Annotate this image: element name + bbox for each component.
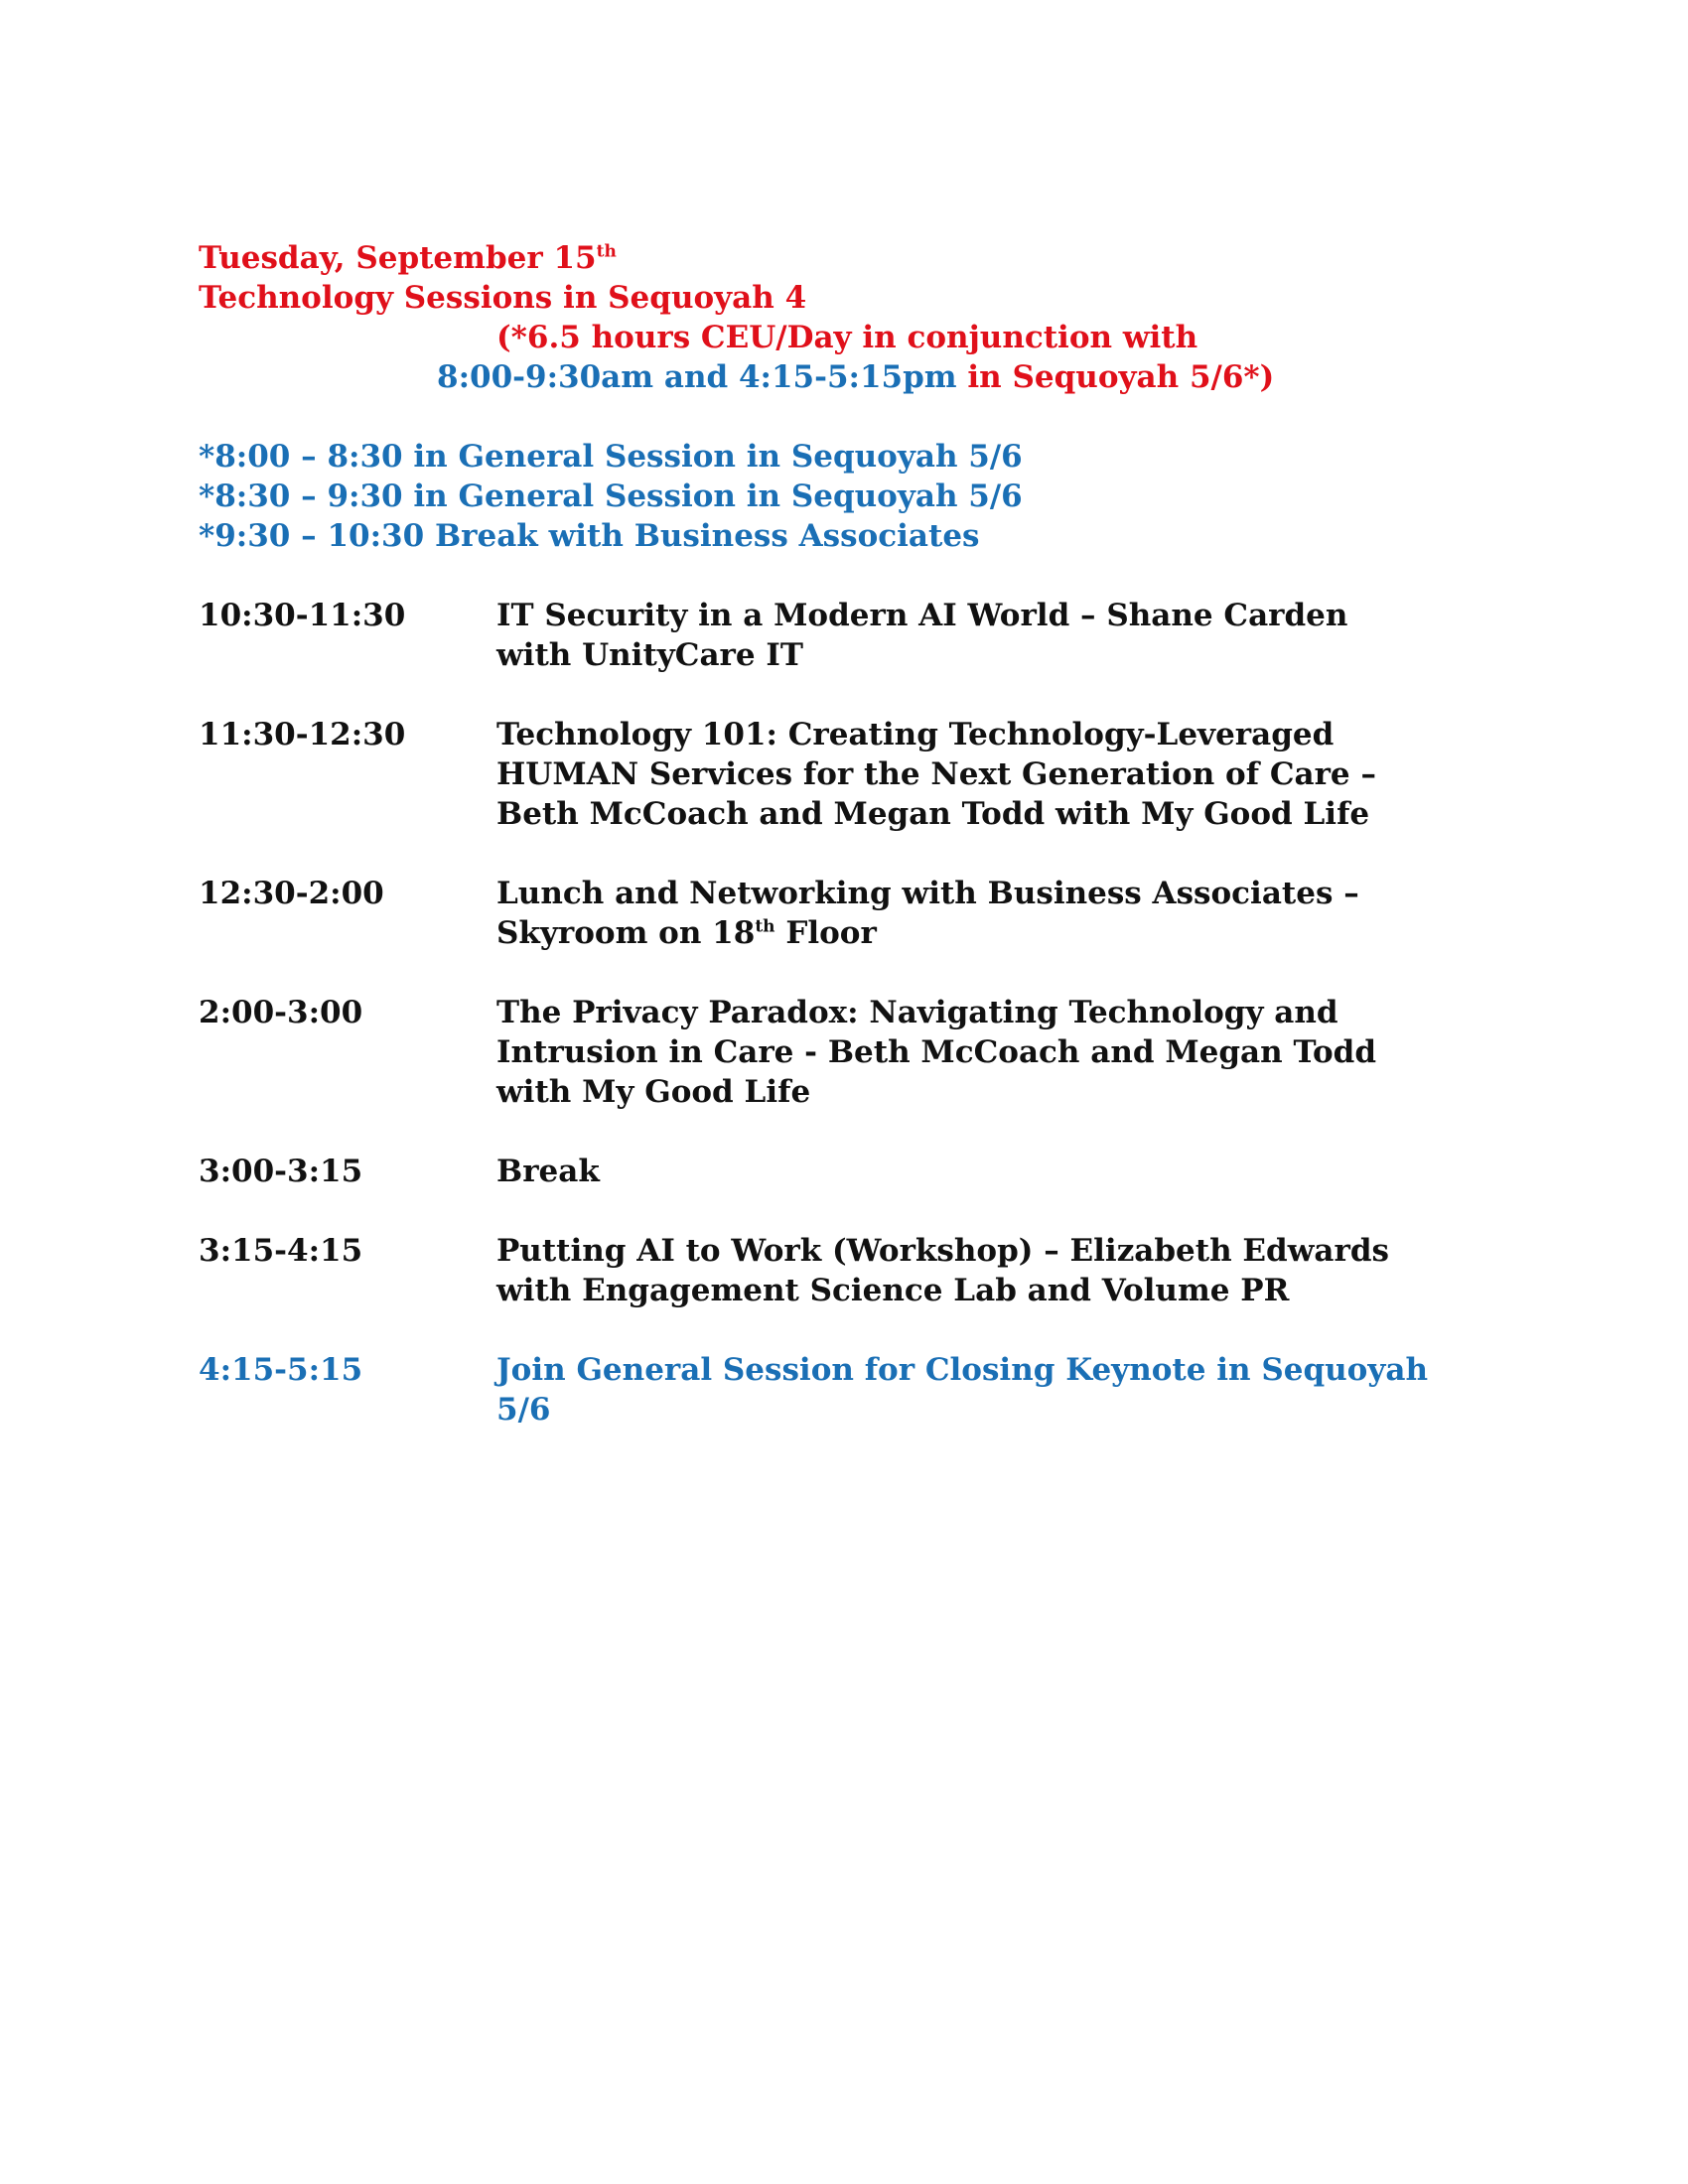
session-description: IT Security in a Modern AI World – Shane Carden with UnityCare IT — [496, 598, 1348, 673]
session-time: 4:15-5:15 — [199, 1352, 363, 1388]
date-heading — [199, 238, 806, 278]
ceu-times: 8:00-9:30am and 4:15-5:15pm — [437, 359, 957, 395]
schedule-row — [199, 993, 1489, 1112]
session-description: The Privacy Paradox: Navigating Technology and Intrusion in Care - Beth McCoach and Megan Todd with My Good Life — [496, 995, 1377, 1110]
session-description — [496, 874, 1430, 953]
session-time: 3:15-4:15 — [199, 1233, 363, 1269]
ceu-note-line1: (*6.5 hours CEU/Day in conjunction with — [496, 320, 1198, 355]
session-time: 3:00-3:15 — [199, 1154, 363, 1189]
pre-item: *8:30 – 9:30 in General Session in Sequoyah 5/6 — [199, 478, 1023, 514]
session-description-text: Lunch and Networking with Business Associates – Skyroom on 18 — [496, 876, 1359, 951]
session-description: Putting AI to Work (Workshop) – Elizabeth Edwards with Engagement Science Lab and Volume PR — [496, 1233, 1389, 1308]
pre-item: *9:30 – 10:30 Break with Business Associates — [199, 518, 980, 554]
session-description-text: Floor — [774, 915, 877, 951]
session-description: Join General Session for Closing Keynote in Sequoyah 5/6 — [496, 1352, 1428, 1428]
ceu-note-line2 — [437, 357, 1274, 397]
floor-suffix: th — [755, 916, 775, 937]
session-time: 2:00-3:00 — [199, 995, 363, 1030]
session-time: 12:30-2:00 — [199, 876, 384, 911]
session-description: Technology 101: Creating Technology-Leveraged HUMAN Services for the Next Generation of Care – Beth McCoach and Megan Todd with My Good Life — [496, 717, 1376, 832]
schedule-row — [199, 1152, 1489, 1191]
sessions-title: Technology Sessions in Sequoyah 4 — [199, 280, 807, 316]
schedule-row — [199, 596, 1489, 675]
ceu-location: in Sequoyah 5/6*) — [956, 359, 1275, 395]
pre-item: *8:00 – 8:30 in General Session in Sequoyah 5/6 — [199, 439, 1023, 475]
session-description: Break — [496, 1154, 600, 1189]
schedule-list — [199, 596, 1489, 1469]
schedule-row — [199, 1231, 1489, 1310]
schedule-row — [199, 874, 1489, 953]
session-time: 11:30-12:30 — [199, 717, 406, 752]
general-session-list — [199, 437, 1023, 556]
date-suffix: th — [596, 241, 617, 262]
schedule-row — [199, 715, 1489, 834]
session-time: 10:30-11:30 — [199, 598, 406, 633]
header-block — [199, 238, 806, 318]
schedule-row-closing — [199, 1350, 1489, 1430]
date-text: Tuesday, September 15 — [199, 240, 597, 276]
